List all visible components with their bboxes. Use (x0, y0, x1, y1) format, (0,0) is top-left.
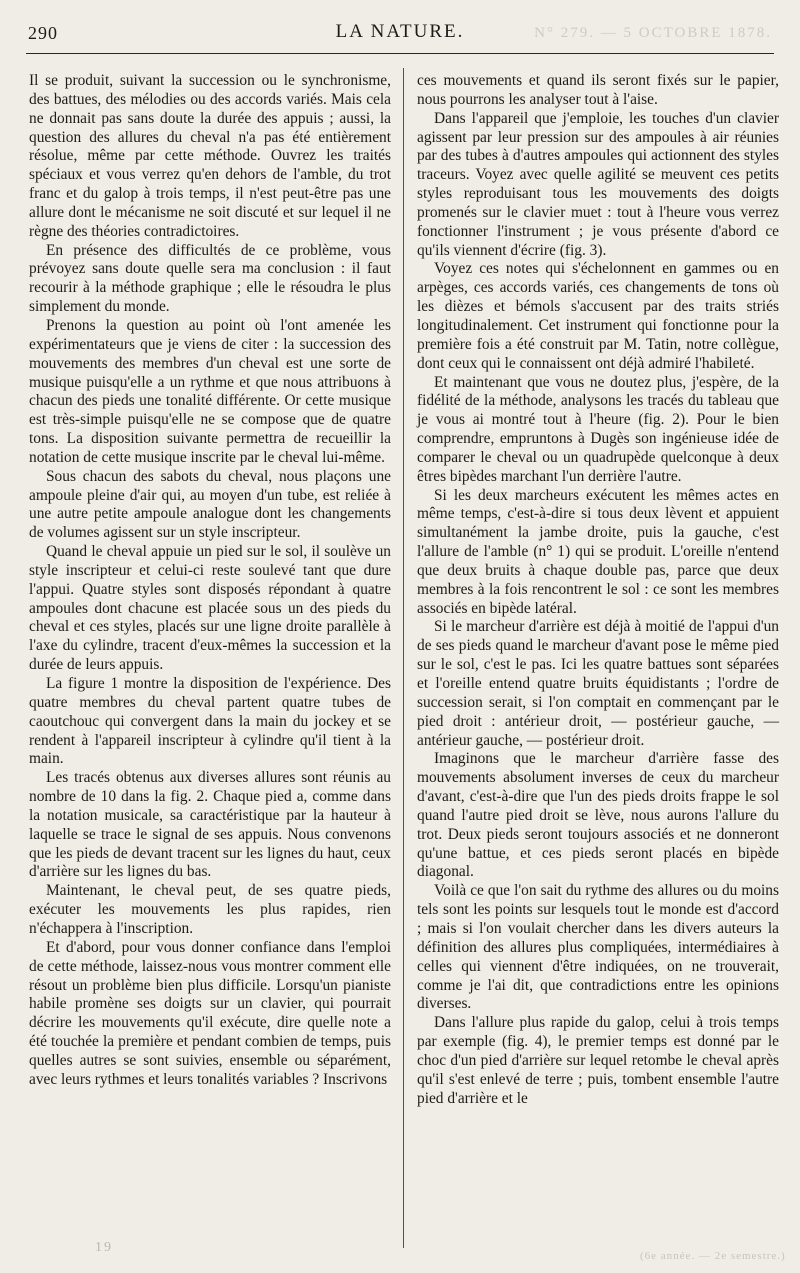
paragraph: Il se produit, suivant la succession ou le synchronisme, des battues, des mélodies ou des accords variés. Mais cela ne donnait pas sans doute la durée des appuis ; aussi, la question des allures du cheval n'a pas été entièrement résolue, même par cette méthode. Ouvrez les traités spéciaux et vous verrez qu'en dehors de l'amble, du trot franc et du galop à trois temps, il n'est peut-être pas une allure dont le mécanisme ne soit discuté et sur lequel il ne règne des théories contradictoires. (29, 72, 391, 240)
paragraph: Quand le cheval appuie un pied sur le sol, il soulève un style inscripteur et celui-ci reste soulevé tant que dure l'appui. Quatre styles sont disposés répondant à quatre ampoules dont chacune est placée sous un des pieds du cheval et ces styles, placés sur une ligne droite parallèle à l'axe du cylindre, tracent d'eux-mêmes la succession et la durée de leurs appuis. (29, 543, 391, 674)
paragraph: La figure 1 montre la disposition de l'expérience. Des quatre membres du cheval partent quatre tubes de caoutchouc qui convergent dans la main du jockey et se rendent à l'appareil inscripteur à cylindre qu'il tient à la main. (29, 675, 391, 768)
paragraph: Dans l'allure plus rapide du galop, celui à trois temps par exemple (fig. 4), le premier temps est donné par le choc d'un pied d'arrière sur lequel retombe le cheval après qu'il s'est enlevé de terre ; puis, tombent ensemble l'autre pied d'arrière et le (417, 1014, 779, 1107)
paragraph: Sous chacun des sabots du cheval, nous plaçons une ampoule pleine d'air qui, au moyen d'un tube, est reliée à une autre petite ampoule analogue dont les changements de volumes agissent sur un style inscripteur. (29, 467, 391, 542)
header-rule (26, 53, 774, 54)
column-divider (403, 68, 404, 1248)
paragraph: Maintenant, le cheval peut, de ses quatre pieds, exécuter les mouvements les plus rapides, rien n'échappera à l'inscription. (29, 882, 391, 937)
bleed-through-header: N° 279. — 5 OCTOBRE 1878. (534, 25, 772, 41)
paragraph: Et d'abord, pour vous donner confiance dans l'emploi de cette méthode, laissez-nous vous montrer comment elle résout un problème bien plus difficile. Lorsqu'un pianiste habile promène ses doigts sur un clavier, qui pourrait décrire les mouvements qu'il exécute, dire quelle note a été touchée la première et pendant combien de temps, puis quelles autres se sont suivies, ensemble ou séparément, avec leurs rythmes et leurs tonalités variables ? Inscrivons (29, 938, 391, 1088)
paragraph: Dans l'appareil que j'emploie, les touches d'un clavier agissent par leur pression sur des ampoules à air réunies par des tubes à d'autres ampoules qui actionnent des styles traceurs. Voyez avec quelle agilité se meuvent ces petits styles reproduisant tous les mouvements des doigts promenés sur le clavier muet : tout à l'heure vous verrez fonctionner l'instrument ; je vous présente d'abord ce qu'ils viennent d'écrire (fig. 3). (417, 109, 779, 259)
paragraph: Voyez ces notes qui s'échelonnent en gammes ou en arpèges, ces accords variés, ces changements de tons où les dièzes et bémols s'accusent par des traits striés longitudinalement. Cet instrument qui fonctionne pour la première fois a été construit par M. Tatin, notre collègue, dont ceux qui le connaissent ont déjà admiré l'habileté. (417, 260, 779, 372)
paragraph: Voilà ce que l'on sait du rythme des allures ou du moins tels sont les points sur lesquels tout le monde est d'accord ; mais si l'on voulait chercher dans les divers auteurs la définition des allures plus compliquées, intermédiaires à celles qui viennent d'être indiquées, on ne trouverait, comme je l'ai dit, que contradictions entre les opinions diverses. (417, 882, 779, 1013)
bleed-through-footer-right: (6e année. — 2e semestre.) (640, 1250, 786, 1262)
bleed-through-footer-left: 19 (95, 1240, 113, 1255)
paragraph: En présence des difficultés de ce problème, vous prévoyez sans doute quelle sera ma conclusion : il faut recourir à la méthode graphique ; elle le résoudra le plus simplement du monde. (29, 241, 391, 316)
journal-title: LA NATURE. (335, 21, 465, 42)
page-number: 290 (28, 23, 58, 43)
right-column (417, 72, 779, 1108)
paragraph: Prenons la question au point où l'ont amenée les expérimentateurs que je viens de citer : la succession des mouvements des membres d'un cheval est une sorte de musique puisqu'elle a un rythme et que nous attribuons à chacun des pieds une tonalité différente. Or cette musique est très-simple puisqu'elle ne se compose que de quatre tons. La disposition suivante permettra de recueillir la notation de cette musique inscrite par le cheval lui-même. (29, 316, 391, 466)
paragraph: Et maintenant que vous ne doutez plus, j'espère, de la fidélité de la méthode, analysons les tracés du tableau que je vous ai montré tout à l'heure (fig. 2). Pour le bien comprendre, empruntons à Dugès son ingénieuse idée de comparer le cheval ou un quadrupède quelconque à deux êtres bipèdes marchant l'un derrière l'autre. (417, 373, 779, 485)
paragraph: Imaginons que le marcheur d'arrière fasse des mouvements absolument inverses de ceux du marcheur d'avant, c'est-à-dire que l'un des pieds droits frappe le sol quand l'autre pied droit se lève, nous aurons l'allure du trot. Deux pieds seront toujours associés et ne donneront qu'une battue, et ces pieds seront placés en bipède diagonal. (417, 750, 779, 881)
paragraph: ces mouvements et quand ils seront fixés sur le papier, nous pourrons les analyser tout à l'aise. (417, 72, 779, 108)
paragraph: Si les deux marcheurs exécutent les mêmes actes en même temps, c'est-à-dire si tous deux lèvent et appuient simultanément la jambe droite, puis la gauche, c'est l'allure de l'amble (n° 1) qui se produit. L'oreille n'entend que deux bruits à chaque double pas, parce que deux membres à la fois rencontrent le sol : ce sont les membres associés en bipède latéral. (417, 486, 779, 617)
page-header (28, 18, 772, 48)
paragraph: Si le marcheur d'arrière est déjà à moitié de l'appui d'un de ses pieds quand le marcheur d'avant pose le même pied sur le sol, c'est le pas. Ici les quatre battues sont séparées et l'oreille entend quatre bruits équidistants ; l'ordre de succession serait, si l'on comptait en commençant par le pied droit : antérieur droit, — postérieur gauche, — antérieur gauche, — postérieur droit. (417, 618, 779, 749)
left-column (29, 72, 391, 1090)
paragraph: Les tracés obtenus aux diverses allures sont réunis au nombre de 10 dans la fig. 2. Chaque pied a, comme dans la notation musicale, sa caractéristique par la hauteur à laquelle se trace le signal de ses appuis. Nous convenons que les pieds de devant tracent sur les lignes du haut, ceux d'arrière sur les lignes du bas. (29, 769, 391, 881)
